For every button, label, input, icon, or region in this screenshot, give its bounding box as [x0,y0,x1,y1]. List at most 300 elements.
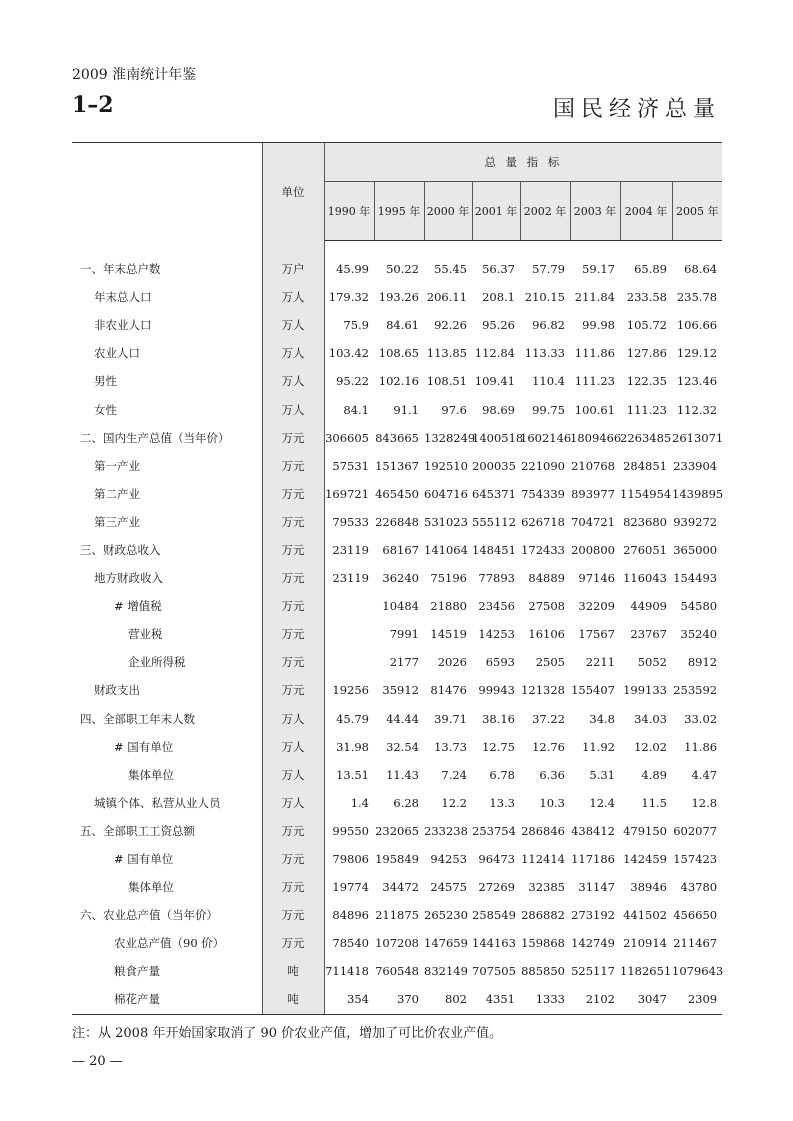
value-cell [324,592,374,620]
value-cell: 939272 [673,514,718,529]
value-cell: 6.36 [539,767,565,782]
value-cell: 98.69 [482,402,515,417]
value-cell: 94253 [430,852,467,867]
value-cell: 354 [324,985,374,1014]
unit-cell: 万元 [262,873,324,901]
value-cell: 2613071 [672,430,724,445]
unit-cell: 万元 [262,452,324,480]
value-cell: 199133 [623,683,667,698]
value-cell: 34.8 [589,711,615,726]
indicator-name: 企业所得税 [128,655,186,670]
table-row [72,817,722,845]
value-cell: 206.11 [426,290,467,305]
unit-cell: 吨 [262,985,324,1014]
indicator-name: 农业人口 [94,346,140,361]
value-cell: 531023 [424,514,468,529]
value-cell: 129.12 [676,346,718,361]
year-header: 2002 年 [520,182,570,241]
value-cell: 2026 [437,655,467,670]
value-cell: 6.78 [489,767,515,782]
unit-cell: 万元 [262,817,324,845]
value-cell: 12.8 [691,795,718,810]
unit-cell: 万人 [262,339,324,367]
unit-cell: 万人 [262,789,324,817]
indicator-name: # 增值税 [114,599,162,614]
value-cell: 110.4 [532,374,565,389]
value-cell: 79533 [332,514,369,529]
year-header: 1990 年 [324,182,374,241]
value-cell: 23119 [332,542,369,557]
table-row [72,564,722,592]
group-header: 总 量 指 标 [324,143,722,182]
value-cell: 50.22 [386,262,419,277]
indicator-header-cell [72,143,262,241]
value-cell: 13.73 [434,739,467,754]
value-cell: 31.98 [336,739,369,754]
value-cell: 1809466 [570,430,622,445]
indicator-name: 一、年末总户数 [80,262,161,277]
value-cell: 113.33 [524,346,565,361]
value-cell: 57531 [332,458,369,473]
value-cell: 1400518 [472,430,524,445]
indicator-name: 女性 [94,402,117,417]
value-cell: 44.44 [386,711,419,726]
value-cell: 6.28 [393,795,419,810]
table-row [72,255,722,283]
value-cell: 1.4 [350,795,369,810]
value-cell: 253754 [472,823,516,838]
value-cell: 7.24 [441,767,467,782]
value-cell: 57.79 [532,262,565,277]
unit-header: 单位 [262,143,324,241]
value-cell: 34.03 [634,711,667,726]
value-cell: 32209 [578,599,615,614]
value-cell: 65.89 [634,262,667,277]
value-cell: 233904 [673,458,718,473]
value-cell: 112414 [521,852,565,867]
value-cell: 233.58 [626,290,667,305]
value-cell: 602077 [673,823,718,838]
value-cell: 456650 [673,908,718,923]
page-number: — 20 — [72,1054,123,1069]
value-cell: 284851 [623,458,667,473]
value-cell: 235.78 [676,290,718,305]
value-cell: 707505 [472,964,516,979]
value-cell: 75196 [430,571,467,586]
unit-cell: 万人 [262,733,324,761]
indicator-name: 非农业人口 [94,318,152,333]
table-row [72,789,722,817]
value-cell: 123.46 [676,374,718,389]
unit-cell: 万人 [262,705,324,733]
table-row [72,705,722,733]
value-cell: 1154954 [620,486,672,501]
value-cell: 2177 [389,655,419,670]
value-cell: 31147 [578,880,615,895]
value-cell: 38946 [630,880,667,895]
value-cell: 626718 [521,514,565,529]
value-cell: 365000 [673,542,718,557]
table-row [72,536,722,564]
value-cell: 77893 [478,571,515,586]
value-cell: 10.3 [539,795,565,810]
value-cell: 121328 [521,683,565,698]
value-cell: 117186 [571,852,615,867]
value-cell: 141064 [424,542,468,557]
table-spacer [72,241,722,256]
value-cell: 226848 [375,514,419,529]
value-cell: 108.51 [426,374,467,389]
table-row [72,620,722,648]
value-cell: 12.4 [589,795,615,810]
value-cell: 79806 [332,852,369,867]
year-header: 2001 年 [472,182,520,241]
indicator-name: 地方财政收入 [94,571,163,586]
value-cell: 5.31 [589,767,615,782]
value-cell: 24575 [430,880,467,895]
value-cell: 11.43 [386,767,419,782]
table-row [72,845,722,873]
statistics-table-container [72,142,722,1015]
unit-cell: 万元 [262,620,324,648]
indicator-name: 集体单位 [128,880,174,895]
unit-cell: 万户 [262,255,324,283]
table-row [72,283,722,311]
table-row [72,648,722,676]
value-cell: 45.79 [336,711,369,726]
running-head: 2009 淮南统计年鉴 [72,67,197,83]
value-cell: 711418 [325,964,369,979]
value-cell: 441502 [623,908,667,923]
table-row [72,761,722,789]
value-cell: 96473 [478,852,515,867]
value-cell: 2263485 [620,430,672,445]
indicator-name: 第一产业 [94,458,140,473]
value-cell: 147659 [424,936,468,951]
value-cell: 142749 [571,936,615,951]
indicator-name: 五、全部职工工资总额 [80,823,195,838]
value-cell: 27508 [528,599,565,614]
value-cell: 21880 [430,599,467,614]
value-cell [324,648,374,676]
value-cell: 78540 [332,936,369,951]
unit-cell: 万元 [262,592,324,620]
value-cell: 116043 [623,571,667,586]
table-row [72,733,722,761]
value-cell: 37.22 [532,711,565,726]
value-cell: 13.3 [489,795,515,810]
unit-cell: 万人 [262,283,324,311]
value-cell: 33.02 [684,711,718,726]
value-cell: 195849 [375,852,419,867]
value-cell: 56.37 [482,262,515,277]
table-row [72,873,722,901]
value-cell: 142459 [623,852,667,867]
value-cell: 802 [424,985,472,1014]
value-cell: 99550 [332,823,369,838]
value-cell: 75.9 [343,318,369,333]
value-cell: 211875 [375,908,419,923]
indicator-name: 农业总产值（90 价） [114,936,225,951]
year-header: 2003 年 [570,182,620,241]
value-cell: 823680 [623,514,667,529]
value-cell: 179.32 [328,290,369,305]
value-cell: 35240 [680,627,718,642]
table-row [72,676,722,704]
unit-cell: 万元 [262,564,324,592]
indicator-name: # 国有单位 [114,739,174,754]
value-cell: 232065 [375,823,419,838]
indicator-name: 六、农业总产值（当年价） [80,908,218,923]
unit-cell: 万元 [262,845,324,873]
indicator-name: 第三产业 [94,514,140,529]
value-cell: 210768 [571,458,615,473]
value-cell: 265230 [424,908,468,923]
value-cell: 11.86 [684,739,718,754]
value-cell: 273192 [571,908,615,923]
value-cell: 154493 [673,571,718,586]
value-cell: 16106 [528,627,565,642]
value-cell: 92.26 [434,318,467,333]
table-row [72,901,722,929]
value-cell: 211.84 [574,290,615,305]
value-cell: 253592 [673,683,718,698]
value-cell: 10484 [382,599,419,614]
statistics-table [72,142,722,1015]
value-cell: 112.84 [474,346,515,361]
value-cell: 108.65 [378,346,419,361]
table-row [72,452,722,480]
value-cell: 84889 [528,571,565,586]
value-cell: 893977 [571,486,615,501]
indicator-name: 棉花产量 [72,985,262,1014]
value-cell: 5052 [637,655,667,670]
table-row [72,592,722,620]
value-cell: 45.99 [336,262,369,277]
unit-cell: 万元 [262,508,324,536]
value-cell: 32385 [528,880,565,895]
value-cell: 3047 [620,985,672,1014]
indicator-name: 粮食产量 [114,964,160,979]
value-cell: 704721 [571,514,615,529]
value-cell: 23767 [630,627,667,642]
unit-cell: 万元 [262,676,324,704]
value-cell: 84896 [332,908,369,923]
value-cell: 68.64 [684,262,718,277]
value-cell: 38.16 [482,711,515,726]
table-row [72,367,722,395]
indicator-name: 三、财政总收入 [80,542,161,557]
value-cell: 169721 [325,486,369,501]
table-body [72,241,722,1015]
unit-cell: 吨 [262,957,324,985]
value-cell: 258549 [472,908,516,923]
year-header: 2000 年 [424,182,472,241]
value-cell: 81476 [430,683,467,698]
value-cell: 2211 [585,655,615,670]
value-cell: 127.86 [626,346,667,361]
value-cell: 95.26 [482,318,515,333]
indicator-name: 男性 [94,374,117,389]
value-cell: 221090 [521,458,565,473]
section-number: 1–2 [72,92,114,118]
value-cell: 144163 [472,936,516,951]
value-cell: 32.54 [386,739,419,754]
value-cell: 14519 [430,627,467,642]
value-cell: 68167 [382,542,419,557]
table-row [72,424,722,452]
value-cell: 151367 [375,458,419,473]
unit-cell: 万人 [262,311,324,339]
table-row [72,929,722,957]
value-cell: 1328249 [424,430,476,445]
value-cell: 12.76 [532,739,565,754]
value-cell: 44909 [630,599,667,614]
value-cell: 91.1 [393,402,419,417]
value-cell: 1602146 [520,430,572,445]
value-cell: 370 [374,985,424,1014]
value-cell: 36240 [382,571,419,586]
value-cell: 109.41 [474,374,515,389]
value-cell: 4.89 [641,767,667,782]
value-cell: 479150 [623,823,667,838]
value-cell: 27269 [478,880,515,895]
value-cell: 1079643 [672,964,724,979]
value-cell: 286846 [521,823,565,838]
value-cell: 111.86 [574,346,615,361]
value-cell: 832149 [424,964,468,979]
value-cell: 111.23 [626,402,667,417]
table-row [72,985,722,1014]
value-cell: 4351 [472,985,520,1014]
year-header: 2004 年 [620,182,672,241]
year-header: 2005 年 [672,182,722,241]
value-cell: 2102 [570,985,620,1014]
value-cell: 172433 [521,542,565,557]
section-title: 国民经济总量 [552,97,721,122]
value-cell: 193.26 [378,290,419,305]
table-row [72,339,722,367]
value-cell: 604716 [424,486,468,501]
value-cell: 555112 [472,514,516,529]
value-cell: 148451 [472,542,516,557]
value-cell: 111.23 [574,374,615,389]
unit-cell: 万元 [262,648,324,676]
value-cell: 23456 [478,599,515,614]
value-cell: 11.5 [641,795,667,810]
value-cell: 107208 [375,936,419,951]
value-cell: 11.92 [582,739,615,754]
indicator-name: 财政支出 [94,683,140,698]
value-cell: 59.17 [582,262,615,277]
value-cell: 97.6 [441,402,467,417]
value-cell: 210.15 [524,290,565,305]
value-cell: 13.51 [336,767,369,782]
value-cell: 113.85 [426,346,467,361]
value-cell: 208.1 [482,290,515,305]
value-cell: 19774 [332,880,369,895]
value-cell: 2505 [535,655,565,670]
table-row [72,395,722,423]
indicator-name: 城镇个体、私营从业人员 [94,795,221,810]
value-cell: 17567 [578,627,615,642]
value-cell: 106.66 [676,318,718,333]
value-cell: 525117 [571,964,615,979]
value-cell: 157423 [673,852,718,867]
table-row [72,957,722,985]
value-cell: 84.61 [386,318,419,333]
value-cell: 12.75 [482,739,515,754]
value-cell: 155407 [571,683,615,698]
unit-cell: 万人 [262,761,324,789]
value-cell: 99.75 [532,402,565,417]
value-cell: 112.32 [676,402,718,417]
value-cell: 4.47 [691,767,718,782]
value-cell: 34472 [382,880,419,895]
value-cell: 95.22 [336,374,369,389]
table-row [72,480,722,508]
value-cell: 12.02 [634,739,667,754]
value-cell: 306605 [325,430,369,445]
year-header: 1995 年 [374,182,424,241]
value-cell: 99943 [478,683,515,698]
indicator-name: 四、全部职工年末人数 [80,711,195,726]
indicator-name: 二、国内生产总值（当年价） [80,430,230,445]
indicator-name: 年末总人口 [94,290,152,305]
value-cell: 159868 [521,936,565,951]
indicator-name: 集体单位 [128,767,174,782]
indicator-name: # 国有单位 [114,852,174,867]
value-cell: 1182651 [620,964,672,979]
value-cell: 12.2 [441,795,467,810]
value-cell: 97146 [578,571,615,586]
value-cell: 885850 [521,964,565,979]
value-cell: 754339 [521,486,565,501]
value-cell: 122.35 [626,374,667,389]
unit-cell: 万元 [262,424,324,452]
footnote: 注：从 2008 年开始国家取消了 90 价农业产值，增加了可比价农业产值。 [72,1026,503,1041]
value-cell: 276051 [623,542,667,557]
value-cell: 7991 [389,627,419,642]
value-cell: 6593 [485,655,515,670]
value-cell: 645371 [472,486,516,501]
value-cell: 39.71 [434,711,467,726]
value-cell: 211467 [673,936,718,951]
value-cell: 23119 [332,571,369,586]
table-row [72,508,722,536]
value-cell: 54580 [680,599,718,614]
value-cell: 19256 [332,683,369,698]
table-row [72,311,722,339]
value-cell: 8912 [687,655,718,670]
indicator-name: 第二产业 [94,486,140,501]
value-cell: 1333 [520,985,570,1014]
value-cell: 96.82 [532,318,565,333]
value-cell: 210914 [623,936,667,951]
value-cell: 286882 [521,908,565,923]
value-cell: 2309 [672,985,722,1014]
value-cell: 233238 [424,823,468,838]
value-cell: 465450 [375,486,419,501]
value-cell: 438412 [571,823,615,838]
value-cell: 14253 [478,627,515,642]
unit-cell: 万元 [262,901,324,929]
value-cell: 55.45 [434,262,467,277]
value-cell: 35912 [382,683,419,698]
unit-cell: 万元 [262,929,324,957]
value-cell: 1439895 [672,486,724,501]
value-cell: 102.16 [378,374,419,389]
